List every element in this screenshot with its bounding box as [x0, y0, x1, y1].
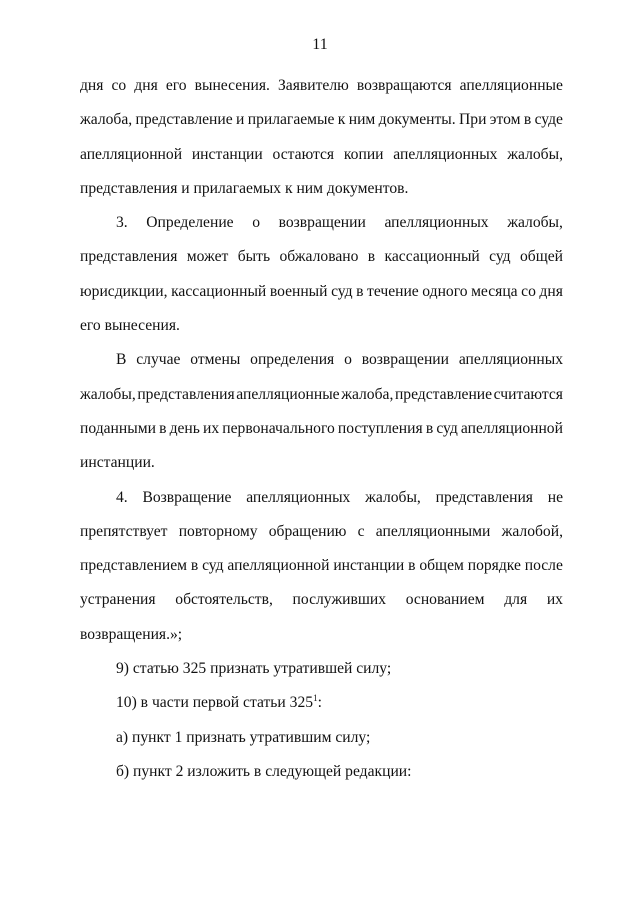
- word: Возвращение: [142, 488, 232, 506]
- text-line: [80, 172, 563, 206]
- word: 4.: [116, 488, 128, 506]
- word: случае: [136, 351, 181, 369]
- text-line: [80, 309, 563, 343]
- text-line: [80, 412, 563, 446]
- word: инстанции: [191, 145, 263, 163]
- word: суд: [436, 419, 458, 437]
- line-text: возвращения.»;: [80, 625, 183, 643]
- word: в: [367, 248, 376, 266]
- text-line: [80, 583, 563, 617]
- word: суд: [202, 557, 224, 575]
- word: ним: [348, 111, 376, 129]
- word: 3.: [116, 214, 128, 232]
- text-line: [80, 549, 563, 583]
- word: для: [504, 591, 528, 609]
- line-text: б) пункт 2 изложить в следующей редакции:: [116, 762, 412, 780]
- word: апелляционными: [375, 522, 491, 540]
- word: первоначального: [222, 419, 335, 437]
- word: обстоятельств,: [175, 591, 273, 609]
- word: может: [186, 248, 229, 266]
- word: дня: [539, 282, 563, 300]
- word: представления: [80, 248, 178, 266]
- text-line: [80, 652, 563, 686]
- word: кассационный: [384, 248, 480, 266]
- word: в: [159, 419, 167, 437]
- word: суд: [331, 282, 353, 300]
- word: в: [408, 557, 416, 575]
- page-number: 11: [312, 36, 328, 53]
- word: послуживших: [292, 591, 387, 609]
- word: юрисдикции,: [80, 282, 168, 300]
- word: апелляционных: [246, 488, 351, 506]
- word: апелляционной: [80, 145, 183, 163]
- word: и: [236, 111, 245, 129]
- text-line: [80, 206, 563, 240]
- line-text: 9) статью 325 признать утратившей силу;: [116, 660, 392, 678]
- word: В: [116, 351, 127, 369]
- text-line: [80, 755, 563, 789]
- word: представления: [435, 488, 533, 506]
- word: обращению: [268, 522, 347, 540]
- word: апелляционных: [458, 351, 563, 369]
- text-line: [80, 721, 563, 755]
- text-line: [80, 69, 563, 103]
- text-line: [80, 446, 563, 480]
- text-line: [80, 378, 563, 412]
- word: поступления: [337, 419, 423, 437]
- word: одного: [422, 282, 468, 300]
- word: жалобы,: [80, 385, 136, 403]
- word: общем: [419, 557, 464, 575]
- word: отмены: [190, 351, 241, 369]
- line-text: представления и прилагаемых к ним документов.: [80, 179, 409, 197]
- document-body: [80, 69, 563, 789]
- word: в: [356, 282, 364, 300]
- word: устранения: [80, 591, 156, 609]
- word: основанием: [405, 591, 485, 609]
- text-line: [80, 515, 563, 549]
- word: о: [252, 214, 260, 232]
- text-line: [80, 618, 563, 652]
- line-text: его вынесения.: [80, 317, 180, 335]
- text-line: [80, 103, 563, 137]
- word: возвращении: [278, 214, 366, 232]
- word: кассационный: [171, 282, 267, 300]
- word: копии: [343, 145, 384, 163]
- word: жалобы,: [365, 488, 421, 506]
- word: день: [169, 419, 200, 437]
- word: дня: [134, 77, 158, 94]
- word: апелляционных: [393, 145, 498, 163]
- word: апелляционной: [460, 419, 563, 437]
- word: жалобой,: [501, 522, 563, 540]
- text-line: [80, 343, 563, 377]
- word: их: [203, 419, 220, 437]
- text-line: [80, 275, 563, 309]
- word: со: [521, 282, 536, 300]
- line-text: 10) в части первой статьи 325: [116, 694, 314, 712]
- word: вынесения.: [194, 77, 270, 94]
- word: препятствует: [80, 522, 168, 540]
- word: его: [165, 77, 187, 94]
- word: документы.: [378, 111, 456, 129]
- word: быть: [237, 248, 271, 266]
- word: остаются: [272, 145, 335, 163]
- word: апелляционных: [384, 214, 489, 232]
- word: военный: [269, 282, 328, 300]
- word: суде: [534, 111, 563, 129]
- word: апелляционной: [227, 557, 330, 575]
- line-text: а) пункт 1 признать утратившим силу;: [116, 728, 371, 746]
- word: общей: [519, 248, 563, 266]
- word: считаются: [493, 385, 563, 403]
- word: с: [357, 522, 365, 540]
- word: после: [524, 557, 563, 575]
- word: дня: [80, 77, 104, 94]
- word: апелляционные: [236, 385, 340, 403]
- word: обжаловано: [279, 248, 359, 266]
- word: представление: [394, 385, 493, 403]
- word: в: [523, 111, 532, 129]
- word: апелляционные: [459, 77, 563, 94]
- word: не: [547, 488, 563, 506]
- word: жалобы,: [507, 145, 563, 163]
- word: течение: [367, 282, 419, 300]
- word: определения: [250, 351, 335, 369]
- word: порядке: [467, 557, 521, 575]
- word: о: [344, 351, 352, 369]
- word: их: [546, 591, 563, 609]
- word: со: [111, 77, 127, 94]
- text-line: [80, 138, 563, 172]
- word: жалобы,: [507, 214, 563, 232]
- word: повторному: [178, 522, 258, 540]
- word: возвращении: [361, 351, 449, 369]
- word: поданными: [80, 419, 156, 437]
- text-line: [80, 686, 563, 720]
- word: суд: [489, 248, 511, 266]
- word: представления: [137, 385, 235, 403]
- word: возвращаются: [356, 77, 452, 94]
- word: инстанции: [333, 557, 405, 575]
- word: жалоба,: [341, 385, 394, 403]
- word: Заявителю: [277, 77, 349, 94]
- word: прилагаемые: [247, 111, 335, 129]
- word: этом: [489, 111, 521, 129]
- superscript: 1: [313, 693, 318, 704]
- word: При: [459, 111, 487, 129]
- word: Определение: [146, 214, 234, 232]
- word: представлением: [80, 557, 187, 575]
- word: жалоба,: [80, 111, 133, 129]
- word: месяца: [471, 282, 518, 300]
- word: представление: [135, 111, 233, 129]
- line-text: инстанции.: [80, 454, 155, 472]
- text-line: [80, 481, 563, 515]
- line-tail: :: [317, 694, 322, 712]
- text-line: [80, 240, 563, 274]
- word: в: [425, 419, 434, 437]
- word: в: [190, 557, 199, 575]
- word: к: [337, 111, 346, 129]
